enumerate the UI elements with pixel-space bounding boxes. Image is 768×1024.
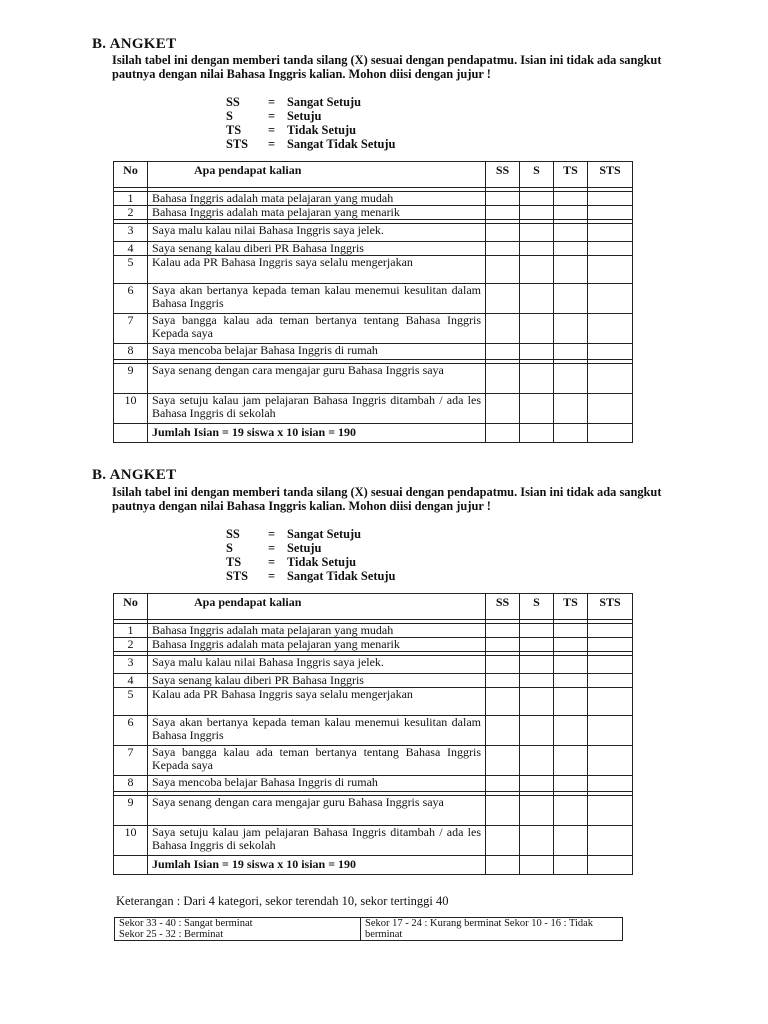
answer-cell-ts[interactable]: [554, 256, 588, 284]
answer-cell-ts[interactable]: [554, 688, 588, 716]
statement-cell: Saya bangga kalau ada teman bertanya tentang Bahasa Inggris Kepada saya: [148, 746, 486, 776]
row-number: 9: [114, 364, 148, 394]
answer-cell-sts[interactable]: [588, 624, 633, 638]
section-heading: B. ANGKET: [92, 467, 177, 483]
answer-cell-s[interactable]: [520, 716, 554, 746]
score-key-line: Sekor 25 - 32 : Berminat: [119, 929, 224, 940]
statement-cell: Saya akan bertanya kepada teman kalau menemui kesulitan dalam Bahasa Inggris: [148, 716, 486, 746]
table-row: [114, 284, 633, 314]
row-number: 8: [114, 776, 148, 792]
statement-cell: Saya mencoba belajar Bahasa Inggris di rumah: [148, 344, 486, 360]
row-number: 9: [114, 796, 148, 826]
answer-cell-sts[interactable]: [588, 224, 633, 242]
statement-cell: Saya malu kalau nilai Bahasa Inggris saya jelek.: [148, 224, 486, 242]
answer-cell-s[interactable]: [520, 256, 554, 284]
answer-cell-s[interactable]: [520, 746, 554, 776]
section-heading: B. ANGKET: [92, 36, 177, 52]
answer-cell-ts[interactable]: [554, 394, 588, 424]
answer-cell-ss[interactable]: [486, 344, 520, 360]
statement-cell: Saya senang kalau diberi PR Bahasa Inggris: [148, 674, 486, 688]
answer-cell-ts[interactable]: [554, 206, 588, 220]
header-statement: Apa pendapat kalian: [148, 162, 486, 188]
header-no: No: [114, 162, 148, 188]
table-row: [114, 826, 633, 856]
answer-cell-sts[interactable]: [588, 242, 633, 256]
survey-table: [113, 593, 633, 875]
table-row: [114, 776, 633, 792]
empty-cell: [114, 856, 148, 875]
row-number: 3: [114, 656, 148, 674]
answer-cell-sts[interactable]: [588, 364, 633, 394]
row-number: 6: [114, 716, 148, 746]
answer-cell-s[interactable]: [520, 394, 554, 424]
table-row: [114, 796, 633, 826]
header-ss: SS: [486, 594, 520, 620]
empty-cell: [486, 424, 520, 443]
survey-rows: [114, 620, 633, 875]
row-number: 7: [114, 314, 148, 344]
table-row: [114, 688, 633, 716]
row-number: 1: [114, 192, 148, 206]
table-row: [114, 674, 633, 688]
answer-cell-ss[interactable]: [486, 242, 520, 256]
answer-cell-ss[interactable]: [486, 192, 520, 206]
answer-cell-s[interactable]: [520, 688, 554, 716]
statement-cell: Saya senang dengan cara mengajar guru Bahasa Inggris saya: [148, 796, 486, 826]
row-number: 4: [114, 242, 148, 256]
answer-cell-ts[interactable]: [554, 796, 588, 826]
answer-cell-s[interactable]: [520, 192, 554, 206]
legend-row: TS = Tidak Setuju: [226, 123, 356, 137]
legend-row: S = Setuju: [226, 109, 322, 123]
statement-cell: Saya mencoba belajar Bahasa Inggris di rumah: [148, 776, 486, 792]
answer-cell-ts[interactable]: [554, 344, 588, 360]
answer-cell-sts[interactable]: [588, 394, 633, 424]
empty-cell: [554, 424, 588, 443]
answer-cell-sts[interactable]: [588, 206, 633, 220]
header-s: S: [520, 594, 554, 620]
statement-cell: Kalau ada PR Bahasa Inggris saya selalu mengerjakan: [148, 256, 486, 284]
table-row: [114, 224, 633, 242]
legend-row: SS = Sangat Setuju: [226, 95, 362, 109]
answer-cell-s[interactable]: [520, 206, 554, 220]
row-number: 5: [114, 256, 148, 284]
table-row: [114, 746, 633, 776]
answer-cell-ss[interactable]: [486, 256, 520, 284]
answer-cell-ts[interactable]: [554, 224, 588, 242]
answer-legend: [226, 527, 395, 583]
statement-cell: Saya setuju kalau jam pelajaran Bahasa Inggris ditambah / ada les Bahasa Inggris di sekolah: [148, 826, 486, 856]
table-row: [114, 638, 633, 652]
table-row: [114, 624, 633, 638]
answer-cell-ss[interactable]: [486, 624, 520, 638]
answer-cell-s[interactable]: [520, 242, 554, 256]
answer-cell-sts[interactable]: [588, 192, 633, 206]
answer-cell-sts[interactable]: [588, 344, 633, 360]
score-key-left: [115, 918, 361, 941]
survey-rows: [114, 188, 633, 443]
answer-legend: [226, 95, 395, 151]
empty-cell: [588, 856, 633, 875]
total-row: [114, 424, 633, 443]
answer-cell-ts[interactable]: [554, 242, 588, 256]
legend-row: STS = Sangat Tidak Setuju: [226, 569, 396, 583]
answer-cell-sts[interactable]: [588, 256, 633, 284]
answer-cell-ss[interactable]: [486, 826, 520, 856]
answer-cell-ss[interactable]: [486, 206, 520, 220]
answer-cell-ss[interactable]: [486, 776, 520, 792]
statement-cell: Bahasa Inggris adalah mata pelajaran yang mudah: [148, 624, 486, 638]
table-row: [114, 656, 633, 674]
header-sts: STS: [588, 594, 633, 620]
answer-cell-ts[interactable]: [554, 364, 588, 394]
table-row: [114, 192, 633, 206]
answer-cell-ss[interactable]: [486, 796, 520, 826]
header-ts: TS: [554, 162, 588, 188]
answer-cell-sts[interactable]: [588, 674, 633, 688]
table-row: [114, 344, 633, 360]
answer-cell-s[interactable]: [520, 656, 554, 674]
score-key-line: Sekor 33 - 40 : Sangat berminat: [119, 918, 253, 929]
statement-cell: Bahasa Inggris adalah mata pelajaran yang menarik: [148, 638, 486, 652]
answer-cell-ts[interactable]: [554, 192, 588, 206]
answer-cell-ts[interactable]: [554, 656, 588, 674]
row-number: 8: [114, 344, 148, 360]
answer-cell-ss[interactable]: [486, 656, 520, 674]
statement-cell: Saya bangga kalau ada teman bertanya tentang Bahasa Inggris Kepada saya: [148, 314, 486, 344]
header-statement: Apa pendapat kalian: [148, 594, 486, 620]
total-row: [114, 856, 633, 875]
total-cell: Jumlah Isian = 19 siswa x 10 isian = 190: [148, 856, 486, 875]
survey-table: [113, 161, 633, 443]
row-number: 2: [114, 206, 148, 220]
answer-cell-ss[interactable]: [486, 638, 520, 652]
empty-cell: [554, 856, 588, 875]
answer-cell-sts[interactable]: [588, 638, 633, 652]
answer-cell-sts[interactable]: [588, 656, 633, 674]
table-row: [114, 314, 633, 344]
answer-cell-sts[interactable]: [588, 688, 633, 716]
header-ss: SS: [486, 162, 520, 188]
statement-cell: Kalau ada PR Bahasa Inggris saya selalu mengerjakan: [148, 688, 486, 716]
header-ts: TS: [554, 594, 588, 620]
answer-cell-s[interactable]: [520, 776, 554, 792]
answer-cell-ts[interactable]: [554, 638, 588, 652]
statement-cell: Saya senang kalau diberi PR Bahasa Inggris: [148, 242, 486, 256]
empty-cell: [114, 424, 148, 443]
answer-cell-ss[interactable]: [486, 284, 520, 314]
keterangan-note: Keterangan : Dari 4 kategori, sekor terendah 10, sekor tertinggi 40: [116, 894, 449, 908]
empty-cell: [486, 856, 520, 875]
answer-cell-ts[interactable]: [554, 716, 588, 746]
answer-cell-ts[interactable]: [554, 674, 588, 688]
statement-cell: Saya malu kalau nilai Bahasa Inggris saya jelek.: [148, 656, 486, 674]
answer-cell-sts[interactable]: [588, 796, 633, 826]
answer-cell-sts[interactable]: [588, 314, 633, 344]
table-row: [114, 716, 633, 746]
header-sts: STS: [588, 162, 633, 188]
row-number: 5: [114, 688, 148, 716]
row-number: 3: [114, 224, 148, 242]
answer-cell-s[interactable]: [520, 624, 554, 638]
answer-cell-ss[interactable]: [486, 674, 520, 688]
row-number: 7: [114, 746, 148, 776]
answer-cell-s[interactable]: [520, 364, 554, 394]
answer-cell-ss[interactable]: [486, 716, 520, 746]
table-row: [114, 256, 633, 284]
answer-cell-ss[interactable]: [486, 746, 520, 776]
empty-cell: [520, 856, 554, 875]
score-key-table: [114, 917, 623, 941]
table-row: [114, 394, 633, 424]
answer-cell-sts[interactable]: [588, 826, 633, 856]
instructions-text: Isilah tabel ini dengan memberi tanda silang (X) sesuai dengan pendapatmu. Isian ini tidak ada sangkut pautnya dengan nilai Bahasa Inggris kalian. Mohon diisi dengan jujur !: [112, 53, 662, 81]
legend-row: S = Setuju: [226, 541, 322, 555]
answer-cell-sts[interactable]: [588, 284, 633, 314]
instructions-text: Isilah tabel ini dengan memberi tanda silang (X) sesuai dengan pendapatmu. Isian ini tidak ada sangkut pautnya dengan nilai Bahasa Inggris kalian. Mohon diisi dengan jujur !: [112, 485, 662, 513]
table-row: [114, 242, 633, 256]
table-row: [114, 206, 633, 220]
answer-cell-s[interactable]: [520, 796, 554, 826]
header-s: S: [520, 162, 554, 188]
answer-cell-s[interactable]: [520, 224, 554, 242]
statement-cell: Saya senang dengan cara mengajar guru Bahasa Inggris saya: [148, 364, 486, 394]
answer-cell-ss[interactable]: [486, 314, 520, 344]
answer-cell-ss[interactable]: [486, 224, 520, 242]
statement-cell: Bahasa Inggris adalah mata pelajaran yang menarik: [148, 206, 486, 220]
statement-cell: Bahasa Inggris adalah mata pelajaran yang mudah: [148, 192, 486, 206]
row-number: 2: [114, 638, 148, 652]
answer-cell-ts[interactable]: [554, 314, 588, 344]
total-cell: Jumlah Isian = 19 siswa x 10 isian = 190: [148, 424, 486, 443]
answer-cell-s[interactable]: [520, 344, 554, 360]
answer-cell-sts[interactable]: [588, 716, 633, 746]
answer-cell-ss[interactable]: [486, 364, 520, 394]
header-no: No: [114, 594, 148, 620]
answer-cell-ts[interactable]: [554, 826, 588, 856]
answer-cell-sts[interactable]: [588, 746, 633, 776]
answer-cell-ts[interactable]: [554, 746, 588, 776]
answer-cell-s[interactable]: [520, 674, 554, 688]
legend-row: SS = Sangat Setuju: [226, 527, 362, 541]
answer-cell-ts[interactable]: [554, 284, 588, 314]
empty-cell: [588, 424, 633, 443]
row-number: 10: [114, 394, 148, 424]
row-number: 1: [114, 624, 148, 638]
statement-cell: Saya akan bertanya kepada teman kalau menemui kesulitan dalam Bahasa Inggris: [148, 284, 486, 314]
answer-cell-ts[interactable]: [554, 624, 588, 638]
row-number: 6: [114, 284, 148, 314]
row-number: 10: [114, 826, 148, 856]
answer-cell-s[interactable]: [520, 638, 554, 652]
answer-cell-ts[interactable]: [554, 776, 588, 792]
score-key-right: Sekor 17 - 24 : Kurang berminat Sekor 10 - 16 : Tidak berminat: [361, 918, 623, 941]
answer-cell-ss[interactable]: [486, 394, 520, 424]
table-row: [114, 364, 633, 394]
answer-cell-s[interactable]: [520, 284, 554, 314]
answer-cell-ss[interactable]: [486, 688, 520, 716]
answer-cell-s[interactable]: [520, 826, 554, 856]
answer-cell-sts[interactable]: [588, 776, 633, 792]
legend-row: TS = Tidak Setuju: [226, 555, 356, 569]
legend-row: STS = Sangat Tidak Setuju: [226, 137, 396, 151]
answer-cell-s[interactable]: [520, 314, 554, 344]
empty-cell: [520, 424, 554, 443]
row-number: 4: [114, 674, 148, 688]
statement-cell: Saya setuju kalau jam pelajaran Bahasa Inggris ditambah / ada les Bahasa Inggris di sekolah: [148, 394, 486, 424]
